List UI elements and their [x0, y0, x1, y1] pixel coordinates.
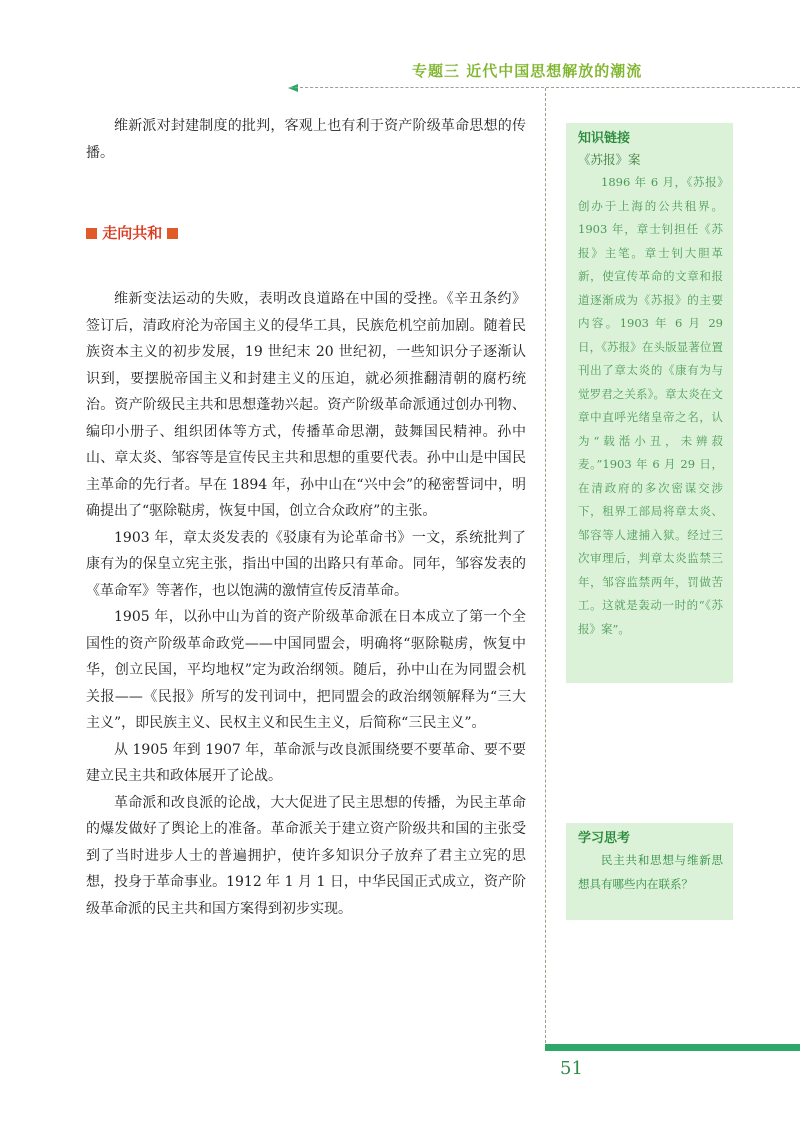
- intro-paragraph: 维新派对封建制度的批判，客观上也有利于资产阶级革命思想的传播。: [86, 118, 526, 161]
- knowledge-link-subheading: 《苏报》案: [578, 152, 641, 167]
- knowledge-link-body: 1896 年 6 月，《苏报》创办于上海的公共租界。1903 年，章士钊担任《苏报》主笔。章士钊大胆革新，使宣传革命的文章和报道逐渐成为《苏报》的主要内容。1903 年 6 月 29 日，《苏报》在头版显著位置刊出了章太炎的《康有为与觉罗君之关系》。章太炎在文章中直呼光绪皇帝之名，认为“载湉小丑，未辨菽麦。”1903 年 6 月 29 日，在清政府的多次密谋交涉下，租界工部局将章太炎、邹容等人逮捕入狱。经过三次审理后，判章太炎监禁三年，邹容监禁两年，罚做苦工。这就是轰动一时的“《苏报》案”。: [578, 175, 723, 636]
- square-bullet-icon: [167, 228, 178, 239]
- square-bullet-icon: [86, 228, 97, 239]
- knowledge-link-box: [566, 123, 733, 683]
- body-paragraph: 1903 年，章太炎发表的《驳康有为论革命书》一文，系统批判了康有为的保皇立宪主张，指出中国的出路只有革命。同年，邹容发表的《革命军》等著作，也以饱满的激情宣传反清革命。: [86, 529, 526, 599]
- body-paragraph: 从 1905 年到 1907 年，革命派与改良派围绕要不要革命、要不要建立民主共和政体展开了论战。: [86, 741, 526, 784]
- body-paragraph: 1905 年，以孙中山为首的资产阶级革命派在日本成立了第一个全国性的资产阶级革命政党——中国同盟会，明确将“驱除鞑虏，恢复中华，创立民国，平均地权”定为政治纲领。随后，孙中山在为同盟会机关报——《民报》所写的发刊词中，把同盟会的政治纲领解释为“三大主义”，即民族主义、民权主义和民生主义，后简称“三民主义”。: [86, 609, 526, 731]
- main-text: [86, 113, 526, 922]
- study-thinking-body: 民主共和思想与维新思想具有哪些内在联系？: [578, 853, 723, 891]
- section-heading-text: 走向共和: [102, 224, 163, 242]
- section-heading: [86, 220, 526, 246]
- study-thinking-heading: 学习思考: [578, 831, 631, 846]
- knowledge-link-heading: 知识链接: [578, 131, 631, 146]
- study-thinking-box: [566, 823, 733, 920]
- header-arrow-icon: [288, 84, 298, 92]
- column-divider: [545, 88, 546, 1043]
- footer-bar: [545, 1044, 800, 1051]
- chapter-title: 专题三 近代中国思想解放的潮流: [412, 62, 643, 80]
- page-number: 51: [560, 1058, 583, 1079]
- body-paragraph: 维新变法运动的失败，表明改良道路在中国的受挫。《辛丑条约》签订后，清政府沦为帝国主义的侵华工具，民族危机空前加剧。随着民族资本主义的初步发展，19 世纪末 20 世纪初，一些知识分子逐渐认识到，要摆脱帝国主义和封建主义的压迫，就必须推翻清朝的腐朽统治。资产阶级民主共和思想蓬勃兴起。资产阶级革命派通过创办刊物、编印小册子、组织团体等方式，传播革命思潮，鼓舞国民精神。孙中山、章太炎、邹容等是宣传民主共和思想的重要代表。孙中山是中国民主革命的先行者。早在 1894 年，孙中山在“兴中会”的秘密誓词中，明确提出了“驱除鞑虏，恢复中国，创立合众政府”的主张。: [86, 291, 526, 519]
- body-paragraph: 革命派和改良派的论战，大大促进了民主思想的传播，为民主革命的爆发做好了舆论上的准备。革命派关于建立资产阶级共和国的主张受到了当时进步人士的普遍拥护，使许多知识分子放弃了君主立宪的思想，投身于革命事业。1912 年 1 月 1 日，中华民国正式成立，资产阶级革命派的民主共和国方案得到初步实现。: [86, 794, 526, 917]
